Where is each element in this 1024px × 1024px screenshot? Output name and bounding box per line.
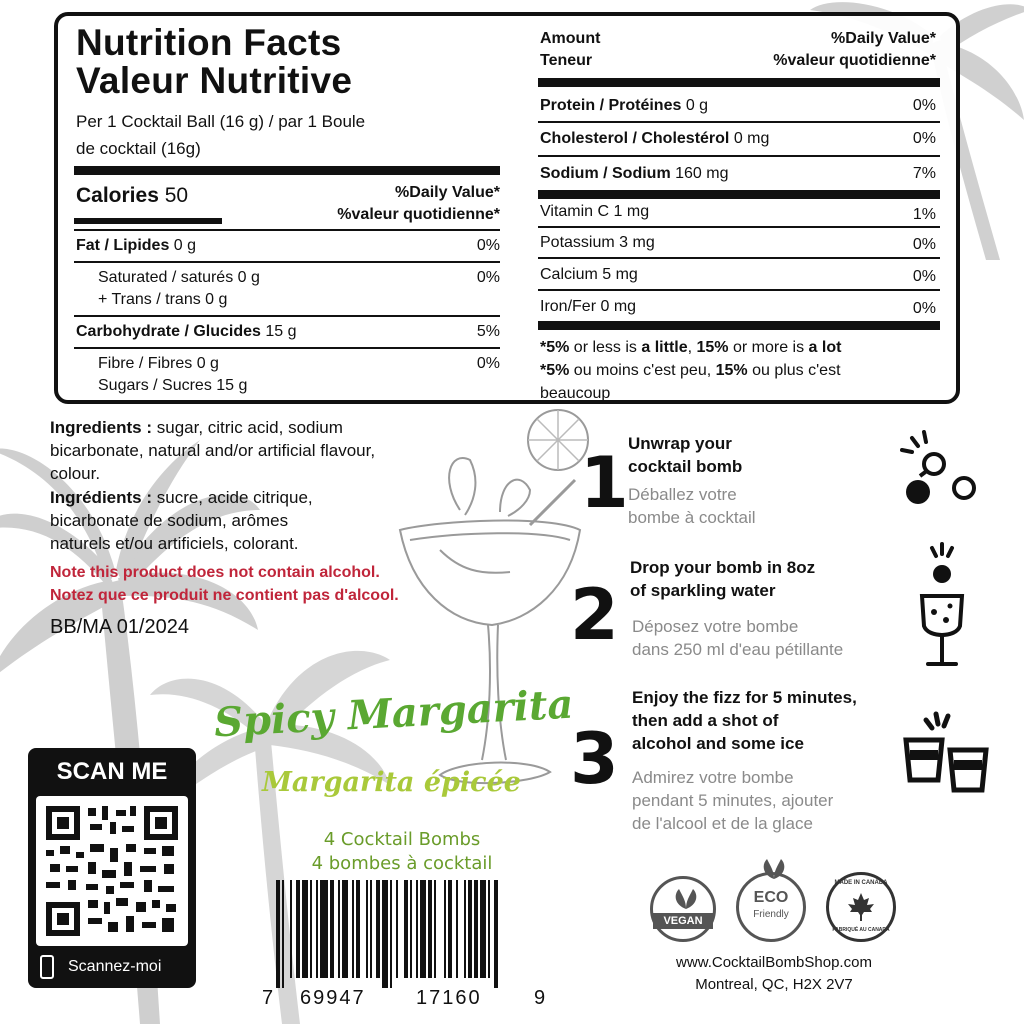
footnote-text: a little [641,339,688,356]
potassium-value: 3 mg [619,234,655,251]
ingredients-fr-label: Ingrédients : [50,488,153,507]
fibre-label: Fibre / Fibres [98,355,193,372]
made-in-canada-ring-bottom: FABRIQUÉ AU CANADA [832,927,890,933]
divider [538,155,940,157]
footnote-text: 15% [696,339,729,356]
divider [538,257,940,259]
barcode-bar [290,880,292,978]
calories-row [76,184,188,208]
divider [538,226,940,228]
made-in-canada-ring-top: MADE IN CANADA [834,880,888,886]
divider [74,229,500,231]
footnote-text: ou plus c'est [747,362,841,379]
daily-value-header-fr: %valeur quotidienne* [337,206,500,223]
ingredients-en-label: Ingredients : [50,418,153,437]
barcode-bar [420,880,426,978]
footnote-en [540,336,841,359]
fat-row [76,236,196,256]
nutrition-title-en: Nutrition Facts [76,22,342,63]
step-1-text-en-line2: cocktail bomb [628,457,743,476]
maple-leaf-icon [845,891,877,923]
barcode-bar [444,880,446,978]
potassium-row [540,233,655,253]
nutrition-title-fr: Valeur Nutritive [76,60,353,101]
product-name-fr: Margarita épicée [262,767,521,798]
ingredients-fr [50,486,470,509]
fibre-row [98,354,219,374]
ingredients-en-text: sugar, citric acid, sodium [152,418,343,437]
bomb-count-en: 4 Cocktail Bombs [323,829,481,850]
vitamin-c-label: Vitamin C [540,203,610,220]
step-3-text-en-line1: Enjoy the fizz for 5 minutes, [632,688,857,707]
fat-label: Fat / Lipides [76,237,170,254]
step-2-text-en-line2: of sparkling water [630,581,776,600]
divider-medium [74,218,222,224]
fat-pct: 0% [476,237,500,254]
step-1-number: 1 [580,442,629,524]
fibre-value: 0 g [196,355,219,372]
barcode-bar [456,880,458,978]
barcode-bar [428,880,432,978]
sugars-value: 15 g [211,377,248,394]
vegan-badge [650,876,716,942]
iron-row [540,297,636,317]
sodium-row [540,164,729,184]
cholesterol-value: 0 mg [733,130,770,147]
calories-value: 50 [164,184,189,207]
ingredients-fr-line3: naturels et/ou artificiels, colorant. [50,534,299,553]
step-3-text-fr-line2: pendant 5 minutes, ajouter [632,791,834,810]
eco-badge-sublabel: Friendly [753,909,789,920]
barcode-bar [338,880,340,978]
barcode-bar [434,880,436,978]
barcode-bar [352,880,354,978]
teneur-header: Teneur [540,52,593,69]
calories-label: Calories [76,184,159,207]
saturated-value: 0 g [237,269,260,286]
divider [74,347,500,349]
barcode-bar [310,880,312,978]
barcode-bar [404,880,408,978]
barcode-bar [276,880,280,988]
calcium-label: Calcium [540,266,598,283]
sodium-value: 160 mg [675,165,729,182]
margarita-glass-illustration [380,400,600,820]
bomb-count-fr: 4 bombes à cocktail [311,853,493,874]
step-1-text-fr-line2: bombe à cocktail [628,508,756,527]
potassium-label: Potassium [540,234,615,251]
barcode-first-digit: 7 [262,987,274,1009]
calcium-row [540,265,638,285]
barcode-last-digit: 9 [534,987,546,1009]
barcode-bar [396,880,398,978]
footnote-text: 15% [715,362,748,379]
barcode-bar [390,880,392,988]
barcode-bar [376,880,380,978]
step-3-text-fr-line1: Admirez votre bombe [632,768,794,787]
qr-code-image[interactable] [46,806,178,936]
leaf-icon [759,857,789,881]
saturated-row [98,268,260,288]
qr-footer: Scannez-moi [68,958,162,975]
daily-value-header-fr-right: %valeur quotidienne* [773,52,936,69]
divider-thick [74,166,500,175]
vitamin-c-value: 1 mg [613,203,650,220]
nutrition-facts-panel [54,12,960,404]
step-2-number: 2 [570,574,619,656]
step-1-text-fr-line1: Déballez votre [628,485,737,504]
trans-label: + Trans / trans [98,291,201,308]
saturated-pct: 0% [476,269,500,286]
footnote-text: or more is [728,339,809,356]
phone-icon [40,955,54,979]
ingredients-en-line3: colour. [50,464,101,483]
protein-label: Protein / Protéines [540,97,682,114]
barcode-bar [330,880,334,978]
iron-value: 0 mg [600,298,637,315]
calcium-value: 5 mg [602,266,638,283]
ingredients-fr-line2: bicarbonate de sodium, arômes [50,511,289,530]
step-2-text-fr-line2: dans 250 ml d'eau pétillante [632,640,844,659]
sodium-label: Sodium / Sodium [540,165,671,182]
divider [74,315,500,317]
barcode-digits-left: 69947 [300,987,366,1009]
company-website[interactable]: www.CocktailBombShop.com [676,954,872,971]
carbohydrate-value: 15 g [265,323,297,340]
footnote-text: a lot [808,339,842,356]
footnote-fr-end: beaucoup [540,385,611,402]
barcode-bar [494,880,498,988]
step-1-text-en-line1: Unwrap your [628,434,732,453]
barcode-bar [296,880,300,978]
footnote-text: *5% [540,362,570,379]
divider [538,121,940,123]
barcode-bar [464,880,466,978]
glass-drop-icon [916,540,968,670]
barcode-bar [316,880,318,978]
sodium-pct: 7% [912,165,936,182]
footnote-text: ou moins c'est peu, [569,362,716,379]
footnote-fr [540,359,841,382]
serving-size-line1: Per 1 Cocktail Ball (16 g) / par 1 Boule [76,112,366,131]
company-address: Montreal, QC, H2X 2V7 [695,976,853,993]
carbohydrate-row [76,322,297,342]
step-2-text-fr-line1: Déposez votre bombe [632,617,799,636]
sugars-label: Sugars / Sucres [98,377,212,394]
bomb-unwrap-icon [898,430,990,512]
barcode-bar [382,880,388,988]
barcode-bar [302,880,308,978]
barcode-bar [468,880,472,978]
barcode-bar [474,880,478,978]
vitamin-c-pct: 1% [912,206,936,223]
divider [538,289,940,291]
amount-header: Amount [540,30,601,47]
footnote-text: *5% [540,339,570,356]
cholesterol-pct: 0% [912,130,936,147]
barcode-bar [356,880,360,978]
protein-pct: 0% [912,97,936,114]
step-3-number: 3 [570,718,619,800]
footnote-text: or less is [569,339,642,356]
ingredients-en [50,416,470,439]
footnote-text: , [687,339,697,356]
daily-value-header-en-right: %Daily Value* [831,30,936,47]
cholesterol-label: Cholesterol / Cholestérol [540,130,730,147]
calcium-pct: 0% [912,268,936,285]
made-in-canada-badge [826,872,896,942]
barcode [276,880,538,988]
vegan-badge-label: VEGAN [653,913,713,929]
iron-pct: 0% [912,300,936,317]
barcode-bar [488,880,490,978]
ingredients-fr-text: sucre, acide citrique, [152,488,313,507]
shot-glasses-icon [898,710,1008,794]
barcode-bar [416,880,418,978]
fibre-pct: 0% [476,355,500,372]
potassium-pct: 0% [912,236,936,253]
vitamin-c-row [540,202,649,222]
barcode-bar [480,880,486,978]
barcode-bar [370,880,372,978]
serving-size-line2: de cocktail (16g) [76,139,201,158]
barcode-digits-right: 17160 [416,987,482,1009]
daily-value-header-en: %Daily Value* [395,184,500,201]
ingredients-en-line2: bicarbonate, natural and/or artificial flavour, [50,441,376,460]
eco-friendly-badge [736,872,806,942]
carbohydrate-label: Carbohydrate / Glucides [76,323,261,340]
trans-value: 0 g [205,291,228,308]
barcode-bar [282,880,284,988]
sugars-row [98,376,247,396]
trans-row [98,290,227,310]
alcohol-note-fr: Notez que ce produit ne contient pas d'alcool. [50,587,399,604]
barcode-bar [342,880,348,978]
divider-thick [538,190,940,199]
step-3-text-fr-line3: de l'alcool et de la glace [632,814,813,833]
divider-thick [538,78,940,87]
protein-value: 0 g [685,97,709,114]
barcode-bar [320,880,328,978]
divider-thick [538,321,940,330]
product-name-en: Spicy Margarita [212,680,575,747]
qr-title: SCAN ME [56,758,168,785]
step-3-text-en-line2: then add a shot of [632,711,779,730]
best-before-date: BB/MA 01/2024 [50,616,189,638]
barcode-bar [410,880,412,978]
barcode-bar [366,880,368,978]
protein-row [540,96,708,116]
leaf-icon [671,887,701,911]
eco-badge-label: ECO [753,889,789,906]
step-3-text-en-line3: alcohol and some ice [632,734,804,753]
barcode-bar [448,880,452,978]
step-2-text-en-line1: Drop your bomb in 8oz [630,558,816,577]
divider [74,261,500,263]
alcohol-note-en: Note this product does not contain alcohol. [50,564,380,581]
fat-value: 0 g [173,237,197,254]
carbohydrate-pct: 5% [476,323,500,340]
cholesterol-row [540,129,769,149]
iron-label: Iron/Fer [540,298,597,315]
saturated-label: Saturated / saturés [98,269,234,286]
